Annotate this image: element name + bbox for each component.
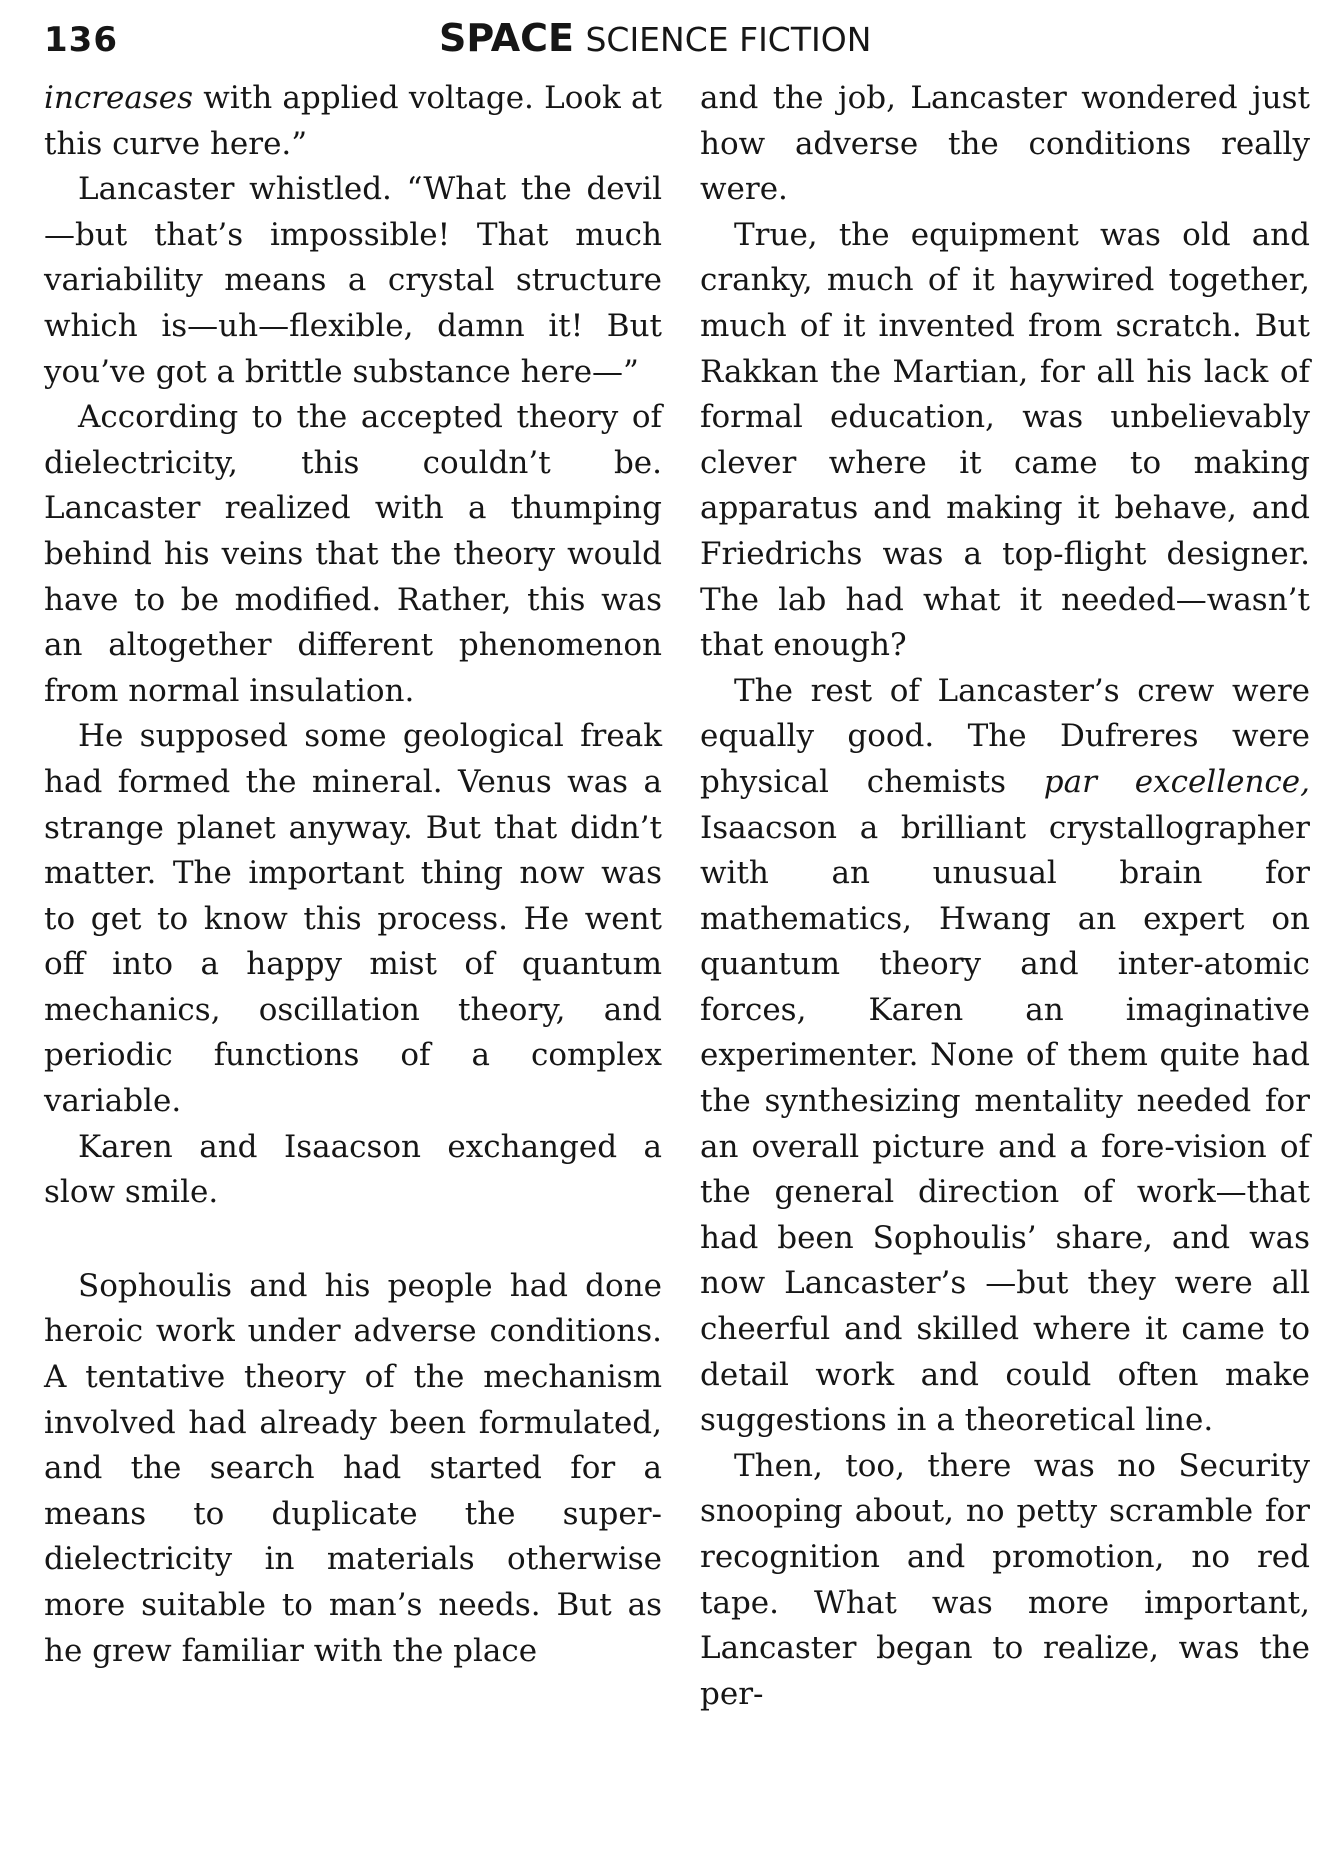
paragraph: Karen and Isaacson exchanged a slow smile.	[44, 1128, 662, 1211]
page-number: 136	[44, 20, 118, 60]
running-title-strong: SPACE	[439, 16, 574, 60]
paragraph-text: Isaacson a brilliant crystallographer with an unusual brain for mathematics, Hwang an expert on quantum theory and inter-atomic forces, Karen an imaginative experimenter. None of them quite had the synthesizing mentality needed for an overall picture and a fore-vision of the general direction of work—that had been Sophoulis’ share, and was now Lancaster’s —but they were all cheerful and skilled where it came to detail work and could often make suggestions in a theoretical line.	[700, 809, 1310, 1439]
paragraph: True, the equipment was old and cranky, much of it haywired together, much of it invented from scratch. But Rakkan the Martian, for all his lack of formal education, was unbelievably clever where it came to making apparatus and making it behave, and Friedrichs was a top-flight designer. The lab had what it needed—wasn’t that enough?	[700, 216, 1310, 664]
paragraph: He supposed some geological freak had formed the mineral. Venus was a strange planet anyway. But that didn’t matter. The important thing now was to get to know this process. He went off into a happy mist of quantum mechanics, oscillation theory, and periodic functions of a complex variable.	[44, 718, 662, 1120]
right-column	[700, 76, 1310, 1717]
section-break	[44, 1216, 662, 1264]
paragraph: Then, too, there was no Security snooping about, no petty scramble for recognition and promotion, no red tape. What was more important, Lancaster began to realize, was the per-	[700, 1447, 1310, 1712]
left-column	[44, 76, 662, 1674]
page-header	[44, 14, 1304, 68]
italic-phrase: par excellence,	[1043, 763, 1310, 800]
paragraph	[700, 669, 1310, 1444]
paragraph: Sophoulis and his people had done heroic work under adverse conditions. A tentative theory of the mechanism involved had already been formulated, and the search had started for a means to duplicate the super-dielectricity in materials otherwise more suitable to man’s needs. But as he grew familiar with the place	[44, 1267, 662, 1669]
paragraph: Lancaster whistled. “What the devil—but that’s impossible! That much variability means a crystal structure which is—uh—flexible, damn it! But you’ve got a brittle substance here—”	[44, 171, 662, 390]
paragraph: and the job, Lancaster wondered just how adverse the conditions really were.	[700, 80, 1310, 208]
running-title-rest: SCIENCE FICTION	[585, 20, 872, 59]
running-title	[439, 16, 871, 60]
italic-word: increases	[44, 80, 194, 116]
paragraph-text: with applied voltage. Look at this curve here.”	[44, 80, 662, 162]
paragraph-text: The rest of Lancaster’s crew were equally good. The Dufreres were physical chemists	[700, 672, 1310, 800]
paragraph: According to the accepted theory of dielectricity, this couldn’t be. Lancaster realized with a thumping behind his veins that the theory would have to be modified. Rather, this was an altogether different phenomenon from normal insulation.	[44, 399, 662, 709]
paragraph	[44, 76, 662, 167]
